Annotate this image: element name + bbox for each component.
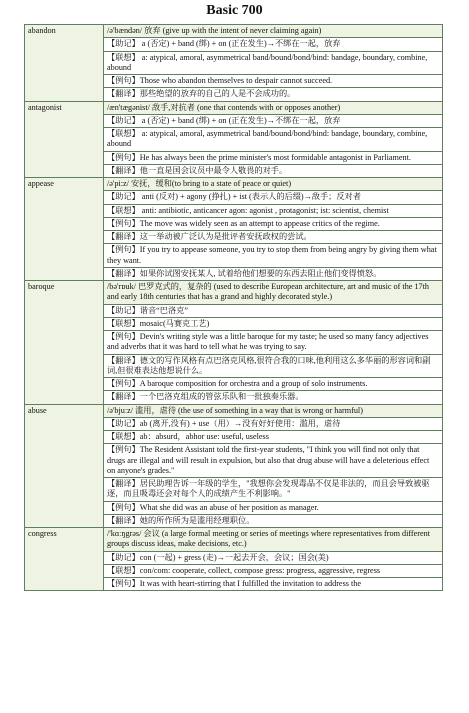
entry-word: antagonist bbox=[25, 101, 104, 178]
entry-word: baroque bbox=[25, 281, 104, 405]
entry-detail-text: 【例句】What she did was an abuse of her position as manager. bbox=[104, 501, 443, 514]
entry-definition: /æn'tægənist/ 敌手,对抗者 (one that contends with or opposes another) bbox=[104, 101, 443, 114]
entry-detail-text: 【例句】The move was widely seen as an attempt to appease critics of the regime. bbox=[104, 217, 443, 230]
page-title: Basic 700 bbox=[206, 3, 263, 18]
entry-detail-text: 【联想】 anti: antibiotic, anticancer agon: agonist , protagonist; ist: scientist, chemist bbox=[104, 204, 443, 217]
entry-definition: /ə'bændən/ 放弃 (give up with the intent of never claiming again) bbox=[104, 25, 443, 38]
entry-header-row bbox=[25, 281, 443, 305]
entry-header-row bbox=[25, 404, 443, 417]
entry-definition: /bə'rɒuk/ 巴罗克式的，复杂的 (used to describe European architecture, art and music of the 17th and early 18th centuries that has a grand and highly decorated style.) bbox=[104, 281, 443, 305]
entry-detail-text: 【翻译】如果你试图安抚某人, 试着给他们想要的东西去阻止他们变得愤怒。 bbox=[104, 267, 443, 280]
entry-detail-text: 【助记】con (一起) + gress (走)→一起去开会，会议；国会(美) bbox=[104, 551, 443, 564]
entry-detail-text: 【助记】 anti (反对) + agony (挣扎) + ist (表示人的后缀)→敌手；反对者 bbox=[104, 191, 443, 204]
entry-detail-text: 【翻译】这一举动被广泛认为是批评者安抚政权的尝试。 bbox=[104, 231, 443, 244]
entry-word: appease bbox=[25, 178, 104, 281]
entry-detail-text: 【翻译】她的所作所为是滥用经理职位。 bbox=[104, 514, 443, 527]
entry-detail-text: 【联想】con/com: cooperate, collect, compose gress: progress, aggressive, regress bbox=[104, 564, 443, 577]
entry-detail-text: 【助记】 a (否定) + band (绑) + on (正在发生)→不绑在一起，放弃 bbox=[104, 38, 443, 51]
entry-header-row bbox=[25, 178, 443, 191]
entry-detail-text: 【联想】 a: atypical, amoral, asymmetrical band/bound/bond/bind: bandage, boundary, combine, abound bbox=[104, 128, 443, 152]
entry-detail-text: 【例句】Those who abandon themselves to despair cannot succeed. bbox=[104, 75, 443, 88]
entry-detail-text: 【例句】The Resident Assistant told the first-year students, "I think you will find not only that drugs are illegal and will result in expulsion, but also that drug abuse will have a deleterious effect on anyone's grades." bbox=[104, 444, 443, 478]
entry-detail-text: 【联想】ab：absurd，abhor use: useful, useless bbox=[104, 431, 443, 444]
entry-detail-text: 【翻译】德文的写作风格有点巴洛克风格,很符合我的口味,他利用这么多华丽的形容词和副词,但很难表达他想说什么。 bbox=[104, 354, 443, 378]
vocabulary-table bbox=[24, 24, 443, 591]
entry-detail-text: 【例句】If you try to appease someone, you try to stop them from being angry by giving them what they want. bbox=[104, 244, 443, 268]
entry-header-row bbox=[25, 528, 443, 552]
entry-detail-text: 【助记】谐音“巴洛克” bbox=[104, 304, 443, 317]
entry-header-row bbox=[25, 25, 443, 38]
entry-detail-text: 【翻译】一个巴洛克组成的管弦乐队和一批独奏乐器。 bbox=[104, 391, 443, 404]
entry-word: congress bbox=[25, 528, 104, 591]
entry-detail-text: 【翻译】他一直是国会议员中最令人敬畏的对手。 bbox=[104, 164, 443, 177]
entry-detail-text: 【翻译】居民助理告诉一年级的学生，"我想你会发现毒品不仅是非法的，而且会导致被驱逐，而且吸毒还会对每个人的成绩产生不利影响。" bbox=[104, 478, 443, 502]
entry-detail-text: 【例句】He has always been the prime minister's most formidable antagonist in Parliament. bbox=[104, 151, 443, 164]
entry-detail-text: 【翻译】那些绝望的放弃的自己的人是不会成功的。 bbox=[104, 88, 443, 101]
entry-detail-text: 【例句】It was with heart-stirring that I fulfilled the invitation to address the bbox=[104, 578, 443, 591]
entry-word: abandon bbox=[25, 25, 104, 102]
entry-detail-text: 【联想】mosaic(马赛克工艺) bbox=[104, 317, 443, 330]
vocabulary-table-body bbox=[25, 25, 443, 591]
entry-header-row bbox=[25, 101, 443, 114]
entry-word: abuse bbox=[25, 404, 104, 528]
entry-definition: /'kɑːŋgrəs/ 会议 (a large formal meeting or series of meetings where representatives from different groups discuss ideas, make decisions, etc.) bbox=[104, 528, 443, 552]
entry-definition: /ə'bjuːz/ 滥用，虐待 (the use of something in a way that is wrong or harmful) bbox=[104, 404, 443, 417]
entry-definition: /ə'pi:z/ 安抚，缓和(to bring to a state of peace or quiet) bbox=[104, 178, 443, 191]
entry-detail-text: 【助记】 a (否定) + band (绑) + on (正在发生)→不绑在一起，放弃 bbox=[104, 114, 443, 127]
entry-detail-text: 【例句】Devin's writing style was a little baroque for my taste; he used so many fancy adjectives and adverbs that it was hard to tell what he was trying to say. bbox=[104, 331, 443, 355]
entry-detail-text: 【助记】ab (离开,没有) + use（用）→没有好好使用：滥用，虐待 bbox=[104, 417, 443, 430]
entry-detail-text: 【联想】 a: atypical, amoral, asymmetrical band/bound/bond/bind: bandage, boundary, combine, abound bbox=[104, 51, 443, 75]
entry-detail-text: 【例句】A baroque composition for orchestra and a group of solo instruments. bbox=[104, 378, 443, 391]
